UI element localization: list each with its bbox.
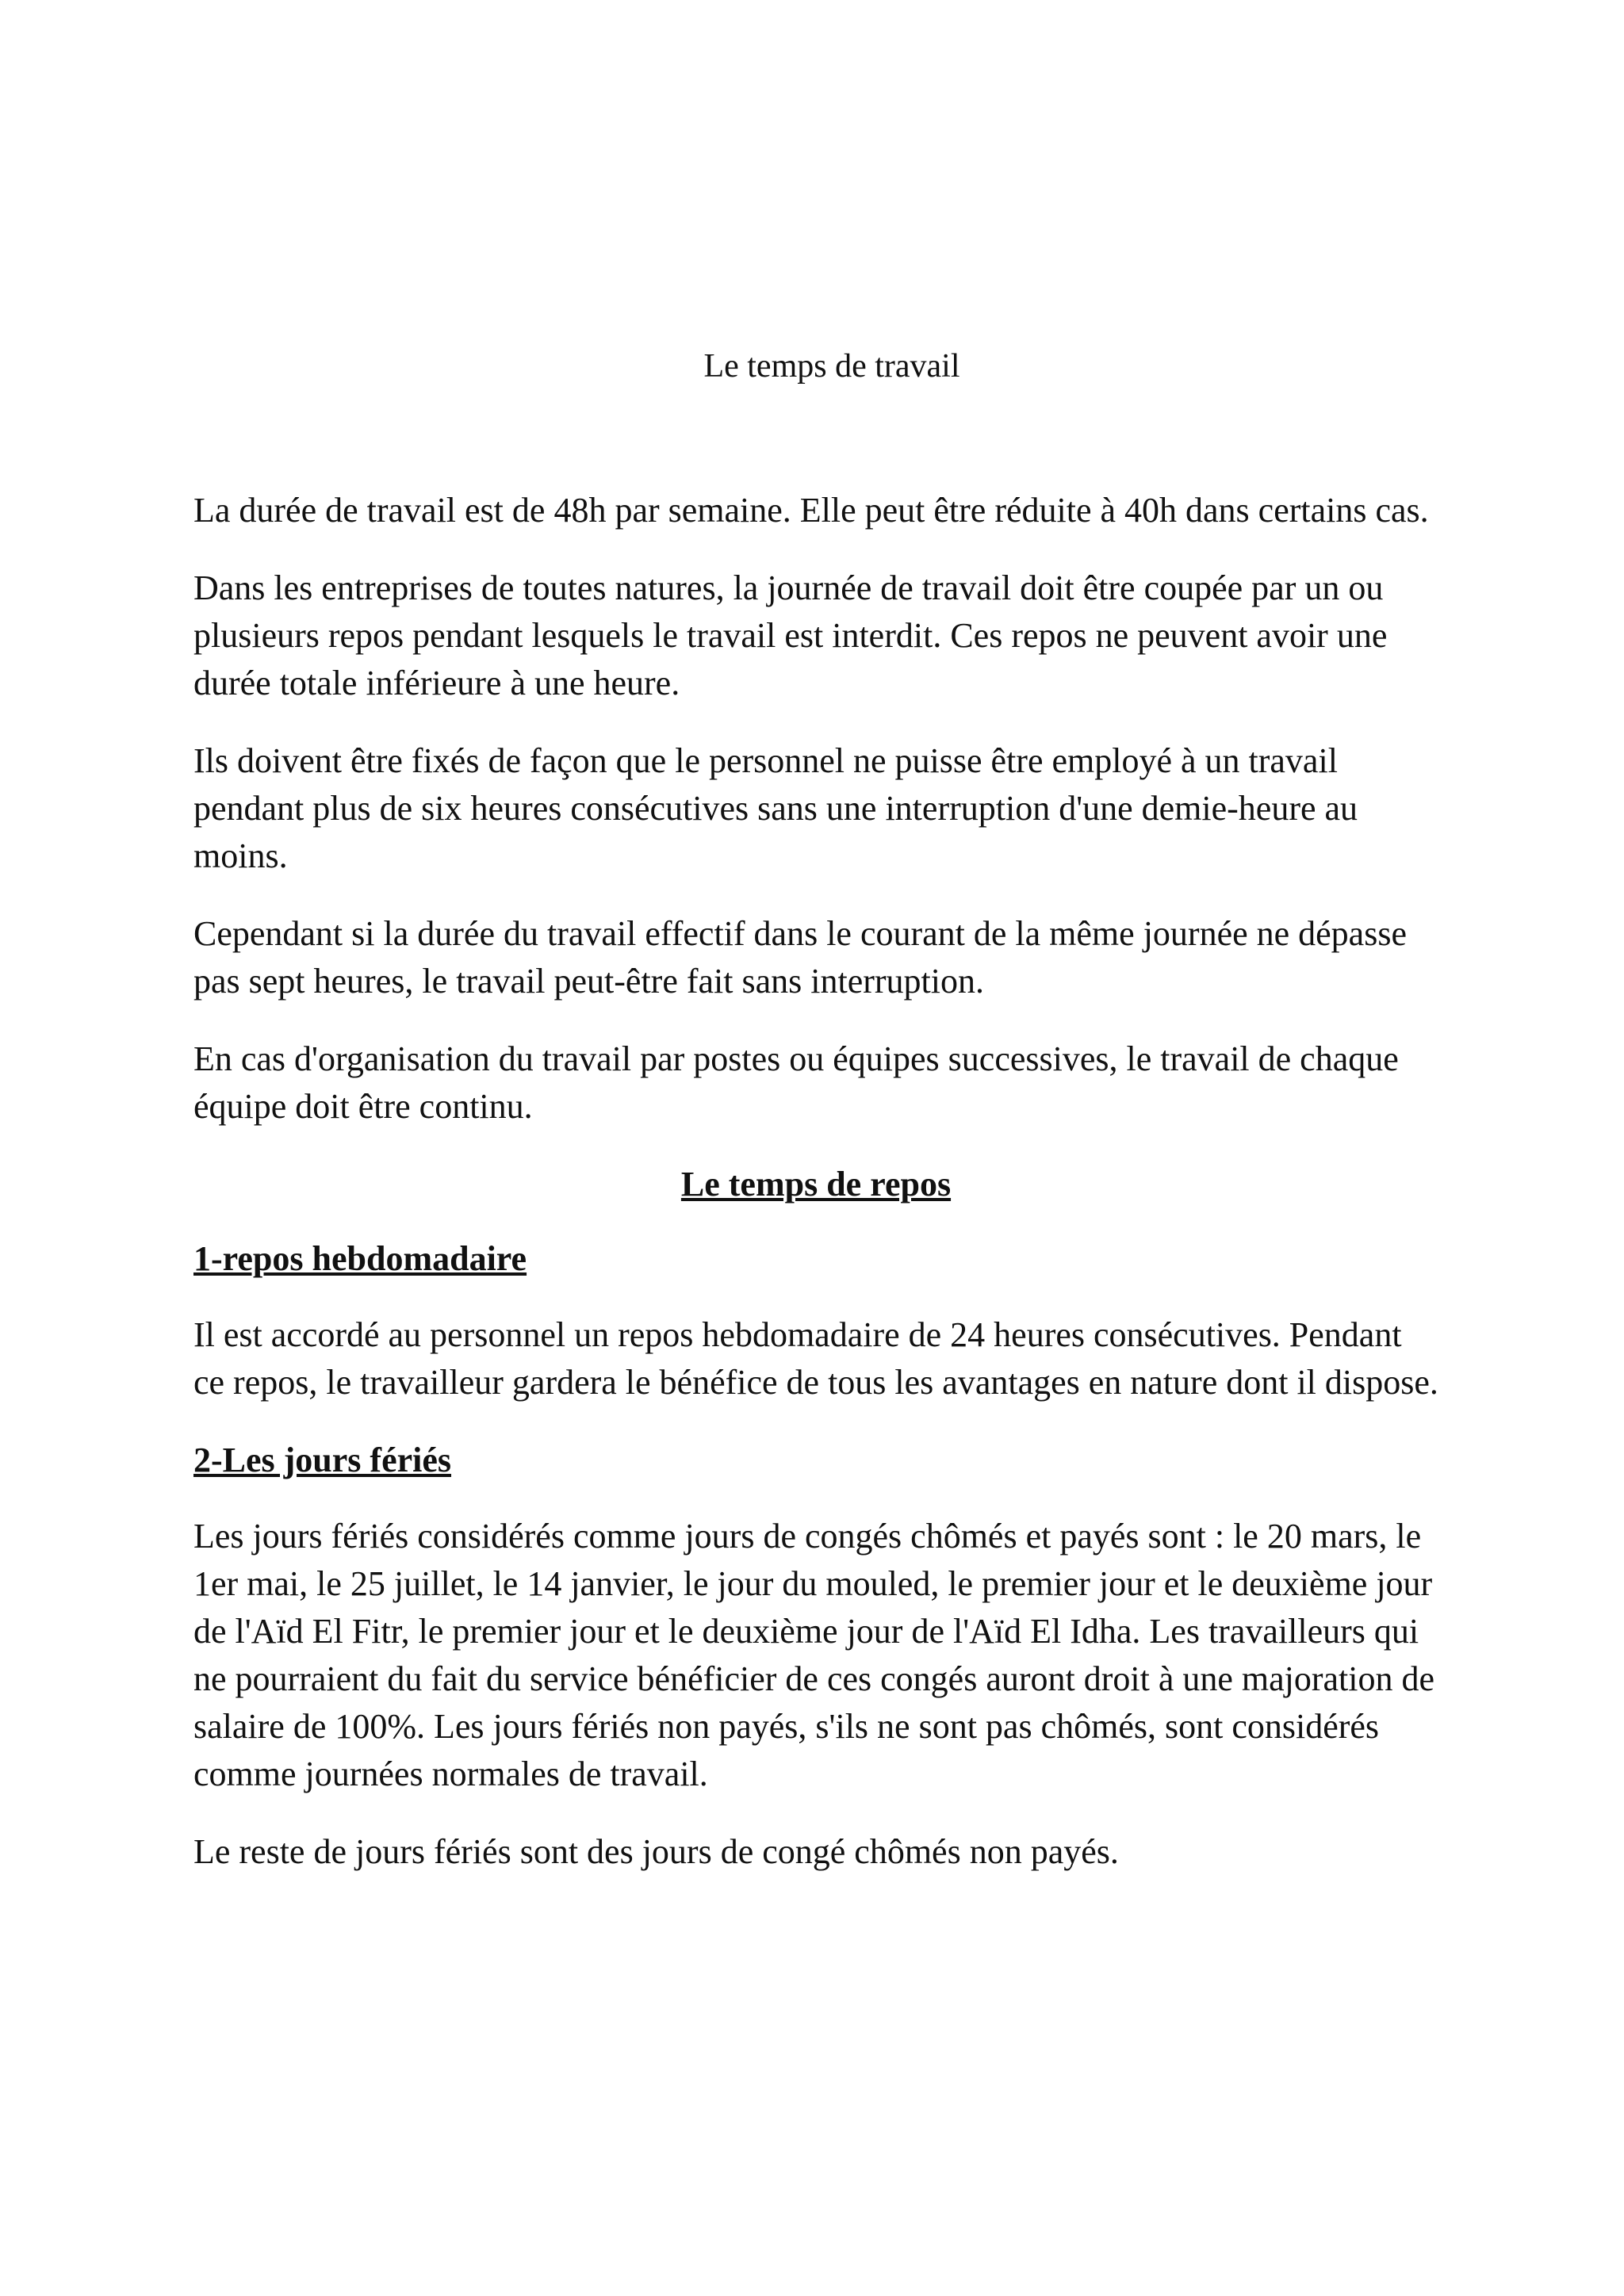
section-title-temps-de-repos: Le temps de repos <box>680 1165 952 1203</box>
paragraph-jours-feries-liste: Les jours fériés considérés comme jours de congés chômés et payés sont : le 20 mars, le 1er mai, le 25 juillet, le 14 janvier, le jour du mouled, le premier jour et le deuxième jour de l'Aïd El Fitr, le premier jour et le deuxième jour de l'Aïd El Idha. Les travailleurs qui ne pourraient du fait du service bénéficier de ces congés auront droit à une majoration de salaire de 100%. Les jours fériés non payés, s'ils ne sont pas chômés, sont considérés comme journées normales de travail. <box>193 1517 1435 1793</box>
subsection-title-jours-feries: 2-Les jours fériés <box>193 1441 452 1479</box>
paragraph-equipes: En cas d'organisation du travail par postes ou équipes successives, le travail de chaque équipe doit être continu. <box>193 1039 1399 1126</box>
paragraph-jours-feries-non-payes: Le reste de jours fériés sont des jours de congé chômés non payés. <box>193 1832 1119 1871</box>
document-body <box>193 342 1438 1906</box>
paragraph-repos-journee: Dans les entreprises de toutes natures, la journée de travail doit être coupée par un ou plusieurs repos pendant lesquels le travail est interdit. Ces repos ne peuvent avoir une durée totale inférieure à une heure. <box>193 568 1388 702</box>
paragraph-six-heures: Ils doivent être fixés de façon que le personnel ne puisse être employé à un travail pendant plus de six heures consécutives sans une interruption d'une demie-heure au moins. <box>193 741 1358 875</box>
paragraph-duree-travail: La durée de travail est de 48h par semaine. Elle peut être réduite à 40h dans certains cas. <box>193 491 1429 530</box>
document-title: Le temps de travail <box>703 348 960 385</box>
subsection-title-repos-hebdomadaire: 1-repos hebdomadaire <box>193 1239 527 1278</box>
paragraph-repos-hebdomadaire: Il est accordé au personnel un repos hebdomadaire de 24 heures consécutives. Pendant ce repos, le travailleur gardera le bénéfice de tous les avantages en nature dont il dispose. <box>193 1315 1438 1402</box>
paragraph-sept-heures: Cependant si la durée du travail effectif dans le courant de la même journée ne dépasse pas sept heures, le travail peut-être fait sans interruption. <box>193 914 1407 1001</box>
